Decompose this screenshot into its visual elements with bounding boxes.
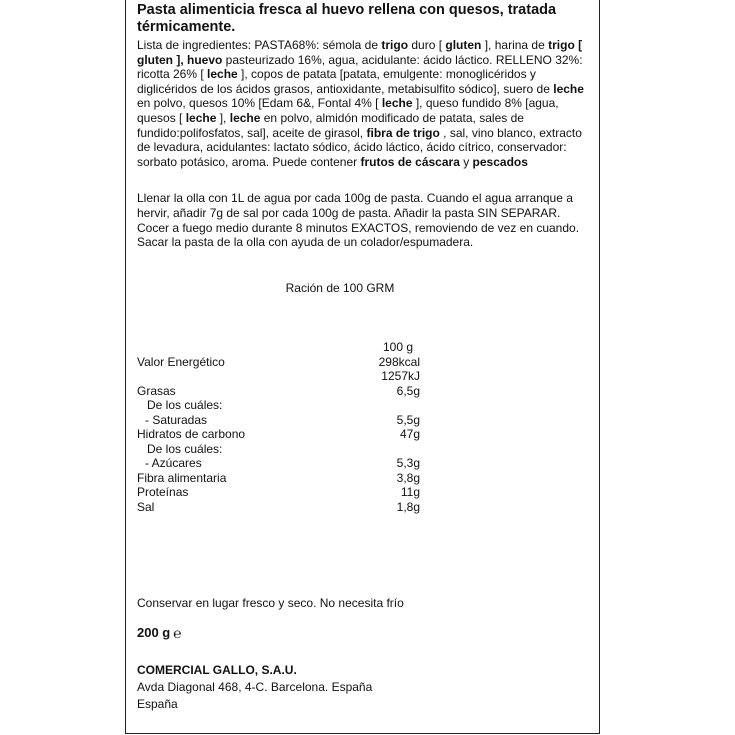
net-weight xyxy=(137,625,182,640)
nutrition-table xyxy=(137,340,437,514)
nutrition-row xyxy=(137,456,437,471)
allergen-text: trigo [ gluten ], huevo xyxy=(137,38,583,67)
allergen-text: leche xyxy=(185,110,217,125)
nutrition-row xyxy=(137,413,437,428)
nutrient-label: - Azúcares xyxy=(145,456,202,470)
allergen-text: pescados xyxy=(472,154,528,169)
nutrition-row xyxy=(137,442,437,457)
nutrition-row xyxy=(137,471,437,486)
nutrient-label: Proteínas xyxy=(137,485,189,499)
product-title: Pasta alimenticia fresca al huevo rellena con quesos, tratada térmicamente. xyxy=(137,2,557,35)
company-address: Avda Diagonal 468, 4-C. Barcelona. España xyxy=(137,680,373,694)
company-info xyxy=(137,662,372,713)
allergen-text: trigo xyxy=(381,38,409,52)
ration-title: Ración de 100 GRM xyxy=(285,280,395,295)
ingredient-text: y xyxy=(459,154,473,169)
allergen-text: leche xyxy=(381,96,413,111)
allergen-text: gluten xyxy=(445,38,482,52)
allergen-text: fibra de trigo xyxy=(366,125,440,140)
ingredient-text: en polvo, quesos 10% [Edam 6&, Fontal 4% [ xyxy=(137,96,382,111)
nutrient-label: - Saturadas xyxy=(145,412,208,427)
nutrient-value: 5,3g xyxy=(396,456,420,470)
allergen-text: frutos de cáscara xyxy=(360,154,460,169)
nutrient-value: 1,8g xyxy=(396,499,420,514)
company-name: COMERCIAL GALLO, S.A.U. xyxy=(137,663,297,677)
nutrient-value: 1257kJ xyxy=(381,369,420,383)
nutrient-value: 5,5g xyxy=(396,412,420,427)
ingredients-list xyxy=(137,38,593,169)
nutrition-row xyxy=(137,369,437,384)
nutrient-value: 11g xyxy=(400,485,420,499)
nutrient-value: 298kcal xyxy=(378,354,420,369)
cooking-instructions: Llenar la olla con 1L de agua por cada 100g de pasta. Cuando el agua arranque a hervir, añadir 7g de sal por cada 100g de pasta. Añadir la pasta SIN SEPARAR. Cocer a fuego medio durante 8 minutos EXACTOS, removiendo de vez en cuando. Sacar la pasta de la olla con ayuda de un colador/espumadera. xyxy=(137,191,580,250)
nutrient-label: De los cuáles: xyxy=(147,398,223,412)
ingredient-text: pasteurizado 16%, agua, acidulante: ácido láctico. RELLENO 32%: ricotta 26% [ xyxy=(137,52,583,82)
allergen-text: leche xyxy=(207,67,238,82)
nutrient-label: Fibra alimentaria xyxy=(137,470,227,485)
ingredient-text: , sal, vino blanco, extracto de levadura, acidulantes: lactato sódico, ácido láctico, ácido cítrico, conservador: sorbato potásico, aroma. Puede contener xyxy=(137,125,582,169)
nutrient-label: Valor Energético xyxy=(137,354,225,369)
ingredient-text: duro [ xyxy=(408,38,446,52)
nutrient-label: Grasas xyxy=(137,383,176,398)
estimated-sign-icon: ℮ xyxy=(173,624,182,641)
nutrition-row xyxy=(137,398,437,413)
company-country: España xyxy=(137,697,178,711)
nutrition-row xyxy=(137,427,437,442)
nutrient-label: Sal xyxy=(137,499,155,514)
ingredient-text: en polvo, almidón modificado de patata, sales de fundido:polifosfatos, sal], aceite de girasol, xyxy=(137,110,524,140)
nutrition-row xyxy=(137,485,437,500)
ingredient-text: ], harina de xyxy=(481,38,549,52)
allergen-text: leche xyxy=(229,110,261,125)
nutrient-label: De los cuáles: xyxy=(147,441,223,456)
ingredient-text: Lista de ingredientes: PASTA68%: sémola de xyxy=(137,38,382,52)
net-weight-value: 200 g xyxy=(137,625,171,640)
ingredient-text: ], copos de patata [patata, emulgente: monoglicéridos y diglicéridos de los ácidos grasos, antioxidante, metabisulfito sódico], suero de xyxy=(137,67,554,96)
nutrition-row xyxy=(137,355,437,370)
nutrient-label: Hidratos de carbono xyxy=(137,427,246,441)
nutrition-row xyxy=(137,384,437,399)
ingredient-text: ], xyxy=(216,110,230,125)
label-content xyxy=(137,0,593,295)
storage-instructions: Conservar en lugar fresco y seco. No necesita frío xyxy=(137,596,404,610)
ingredient-text: ], queso fundido 8% [agua, quesos [ xyxy=(137,96,559,125)
nutrient-value: 3,8g xyxy=(396,470,420,485)
nutrition-row xyxy=(137,500,437,515)
nutrient-value: 6,5g xyxy=(396,383,420,398)
nutrient-value: 47g xyxy=(399,427,420,441)
nutrition-header-row xyxy=(137,340,437,355)
allergen-text: leche xyxy=(553,81,584,96)
nutrition-column-header: 100 g xyxy=(382,340,413,354)
